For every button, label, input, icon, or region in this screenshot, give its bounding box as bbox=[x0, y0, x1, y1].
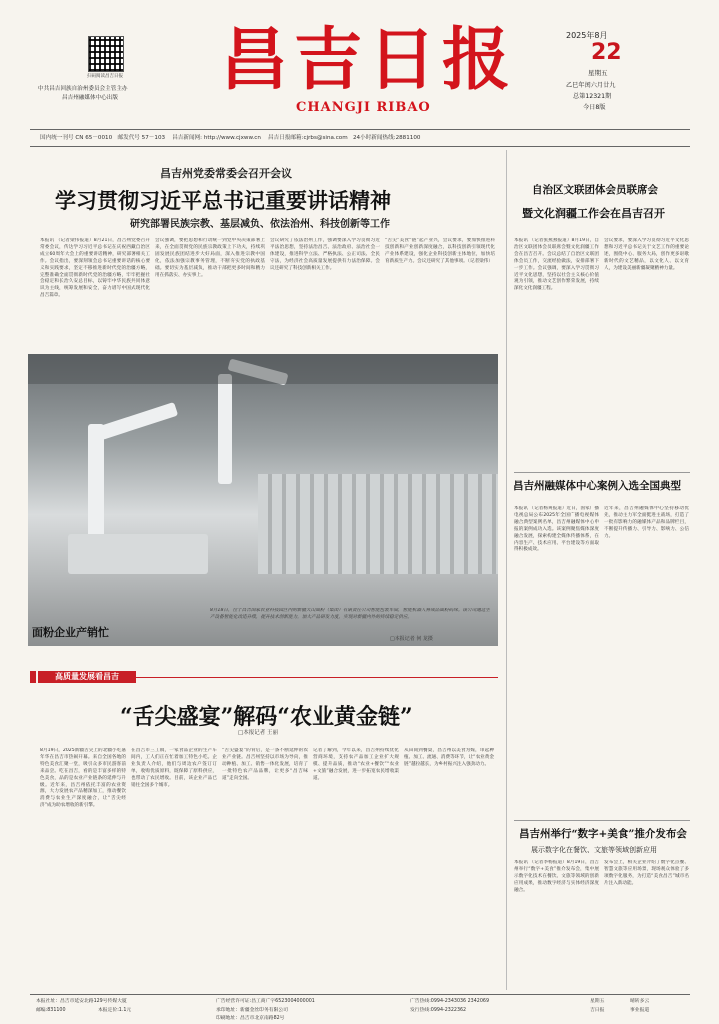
feature-col-1: 8月19日，2025新疆舌尖上的北疆小吃嘉年华在昌吉市热闹开幕。来自全国各地的特色美食汇聚一堂，吸引众多市民游客前来品尝。吃在昌吉，看的是丰富多样的特色美食，品的是农业产业链条的延伸与升级。近年来，昌吉州依托丰富的农业资源，大力发展农产品精深加工，推动餐饮消费与农业生产深度融合，让“舌尖经济”成为助农增收的新引擎。 bbox=[40, 748, 126, 809]
footer-delivery-hotline: 发行热线:0994-2322362 bbox=[410, 1008, 467, 1013]
footer-tag-2: 晴转多云 bbox=[630, 999, 650, 1004]
footer-ad-license: 广告经营许可证:昌工商广字6523004000001 bbox=[216, 999, 315, 1004]
masthead-title: 昌吉日报 bbox=[220, 20, 517, 100]
right2-col-1: 本报讯 （记者杨爽报道）近日，国家广播电视总局公布2025年全国广播电视媒体融合典型案例名单，昌吉州融媒体中心申报的案例成功入选。该案例聚焦媒体深度融合发展，探索构建全媒体传播体系，在内容生产、技术应用、平台建设等方面取得积极成效。 bbox=[514, 506, 599, 553]
feature-col-2: 在昌吉市三工镇，一家食品企业的生产车间内，工人们正在忙着加工特色小吃。企业负责人介绍，他们与周边农户签订订单，收购优质原料，既保障了原料供应，也带动了农民增收。目前，该企业产品已销往全国多个城市。 bbox=[131, 748, 217, 788]
right1-col-1: 本报讯 （记者张燕燕报道）8月19日，自治区文联团体会员联席会暨文化润疆工作会在昌吉召开。会议总结了自治区文联团体会员工作，交流经验做法，安排部署下一步工作。会议强调，要深入学习贯彻习近平文化思想，坚持以社会主义核心价值观为引领，推动文艺创作繁荣发展，持续深化文化润疆工程。 bbox=[514, 238, 599, 292]
right3-subtitle: 展示数字化在餐饮、文旅等领域创新应用 bbox=[531, 846, 657, 854]
feature-title: “舌尖盛宴”解码“农业黄金链” bbox=[120, 704, 413, 730]
right1-kicker: 自治区文联团体会员联席会 bbox=[532, 184, 658, 196]
date-issue: 总第12321期 bbox=[573, 93, 612, 100]
date-weekday: 星期五 bbox=[588, 69, 608, 77]
footer-print-address: 印刷地址：昌吉市北京南路82号 bbox=[216, 1016, 285, 1021]
info-bar bbox=[40, 132, 680, 144]
sponsor-line-2: 昌吉州融媒体中心出版 bbox=[62, 95, 118, 101]
lead-subtitle: 研究部署民族宗教、基层减负、依法治州、科技创新等工作 bbox=[130, 219, 390, 230]
right1-col-2: 会议要求，要深入学习贯彻习近平文化思想和习近平总书记关于文艺工作的重要论述，围绕中心、服务大局，创作更多讴歌新时代的文艺精品，以文化人、以文育人，为建设美丽新疆凝聚精神力量。 bbox=[604, 238, 689, 271]
footer-price: 本报定价:1.1元 bbox=[98, 1008, 132, 1013]
photo-credit: □本报记者 何 龙摄 bbox=[390, 636, 433, 642]
date-pages: 今日8版 bbox=[583, 104, 606, 111]
footer-ad-hotline: 广告热线:0994-2343036 2342069 bbox=[410, 999, 489, 1004]
date-lunar: 乙巳年闰六月廿九 bbox=[566, 82, 616, 89]
date-year-month: 2025年8月 bbox=[566, 31, 608, 40]
photo-caption: 8月18日，位于昌吉国家农业科技园区内的新疆天山面粉（集团）有限责任公司智能包装车间，智能机器人将成品面粉码垛。该公司通过生产设备智能化改造升级，提升技术创新能力，加大产品研发力度，实现对新疆内外的持续稳定供应。 bbox=[210, 608, 490, 620]
date-day: 22 bbox=[591, 40, 622, 65]
footer-tag-4: 事业报道 bbox=[630, 1008, 650, 1013]
post-code: 邮发代号 57－103 bbox=[117, 135, 166, 141]
feature-col-4: 记者了解到，今年以来，昌吉州持续优化营商环境，支持农产品加工企业扩大规模、提升品质，推动“农业+餐饮”“农业+文旅”融合发展，进一步拓宽农民增收渠道。 bbox=[313, 748, 399, 781]
right1-title: 暨文化润疆工作会在昌吉召开 bbox=[522, 207, 665, 220]
right2-title: 昌吉州融媒体中心案例入选全国典型 bbox=[513, 480, 681, 492]
qr-caption: 扫码阅读昌吉日报 bbox=[87, 74, 123, 79]
footer-address: 本报社址：昌吉市延安北路129号传媒大厦 bbox=[36, 999, 127, 1004]
photo-label: 面粉企业产销忙 bbox=[32, 626, 109, 639]
masthead-pinyin: CHANGJI RIBAO bbox=[296, 100, 431, 115]
footer-postcode: 邮编:831100 bbox=[36, 1008, 66, 1013]
footer-printer: 承印地址：新疆金丝印务有限公司 bbox=[216, 1008, 288, 1013]
footer-tag-1: 星期五 bbox=[590, 999, 605, 1004]
right3-col-2: 发布会上，相关企业介绍了数字化点餐、智慧文旅等应用场景，现场观众体验了多项数字化服务，为打造“美食昌吉”城市名片注入新动能。 bbox=[604, 860, 689, 886]
feature-byline: □本报记者 王丽 bbox=[238, 730, 278, 736]
lead-title: 学习贯彻习近平总书记重要讲话精神 bbox=[55, 188, 391, 213]
qr-code bbox=[88, 36, 124, 72]
feature-col-3: “舌尖盛宴”的背后，是一条不断延伸的农业产业链。昌吉州坚持以市场为导向，推动种植、加工、销售一体化发展，培育了一批特色农产品品牌，让更多“昌吉味道”走向全国。 bbox=[222, 748, 308, 781]
lead-col-3: 会议研究了依法治州工作，强调要深入学习贯彻习近平法治思想，坚持法治昌吉、法治政府、法治社会一体建设，推进科学立法、严格执法、公正司法、全民守法，为经济社会高质量发展提供有力法治保障。会议还研究了科技创新相关工作。 bbox=[270, 238, 380, 271]
footer-tag-3: 吉日报 bbox=[590, 1008, 605, 1013]
right2-col-2: 近年来，昌吉州融媒体中心坚持移动优先，推动主力军全面挺进主战场，打造了一批有影响力的融媒体产品和品牌栏目，不断提升传播力、引导力、影响力、公信力。 bbox=[604, 506, 689, 539]
section-band: 高质量发展看昌吉 bbox=[38, 671, 136, 683]
band-marker bbox=[30, 671, 36, 683]
email[interactable]: 昌吉日报邮箱:cjrbs@sina.com bbox=[268, 135, 348, 141]
news-hotline: 24小时新闻热线:2881100 bbox=[353, 135, 421, 141]
cn-number: 国内统一刊号 CN 65－0010 bbox=[40, 135, 113, 141]
sponsor-line-1: 中共昌吉回族自治州委员会主管主办 bbox=[38, 86, 128, 92]
lead-col-2: 会议强调，要把思想和行动统一到党中央决策部署上来，在全面贯彻党的民族宗教政策上下功夫，持续巩固发展民族团结进步大好局面，深入推进宗教中国化，依法加强宗教事务管理，不断夯实党的执政基础。要切实为基层减负，推动干部把更多时间和精力用在抓落实、办实事上。 bbox=[155, 238, 265, 278]
feature-col-5: 从田间到餐桌，昌吉州以美食为媒，串起种植、加工、流通、消费等环节，让“农业黄金链”越拉越长，为乡村振兴注入强劲动力。 bbox=[404, 748, 494, 767]
lead-col-4: “舌尖”美食“链”起产业兴，会议要求，要加快推进科技创新和产业创新深度融合，以科技创新引领现代化产业体系建设，强化企业科技创新主体地位，加快培育新质生产力。会议还研究了其他事项。（记者梁伟） bbox=[385, 238, 495, 264]
lead-col-1: 本报讯 （记者梁伟报道）8月21日，昌吉州党委召开常委会议，传达学习习近平总书记在庆祝西藏自治区成立60周年大会上的重要讲话精神，研究部署相关工作。会议指出，要深刻领会总书记重要讲话的核心要义和实践要求，坚定不移推进新时代党的治疆方略，完整准确全面贯彻新时代党的治疆方略，牢牢把握社会稳定和长治久安总目标，以铸牢中华民族共同体意识为主线，统筹发展和安全，奋力谱写中国式现代化昌吉篇章。 bbox=[40, 238, 150, 299]
right3-col-1: 本报讯 （记者李杨报道）8月19日，昌吉州举行“数字+美食”推介发布会，集中展示数字化技术在餐饮、文旅等领域的创新应用成果，推动数字经济与实体经济深度融合。 bbox=[514, 860, 599, 893]
right3-title: 昌吉州举行“数字+美食”推介发布会 bbox=[519, 828, 687, 840]
website[interactable]: 昌吉新闻网: http://www.cjxww.cn bbox=[172, 135, 261, 141]
factory-photo bbox=[28, 354, 498, 646]
lead-kicker: 昌吉州党委常委会召开会议 bbox=[160, 167, 292, 180]
